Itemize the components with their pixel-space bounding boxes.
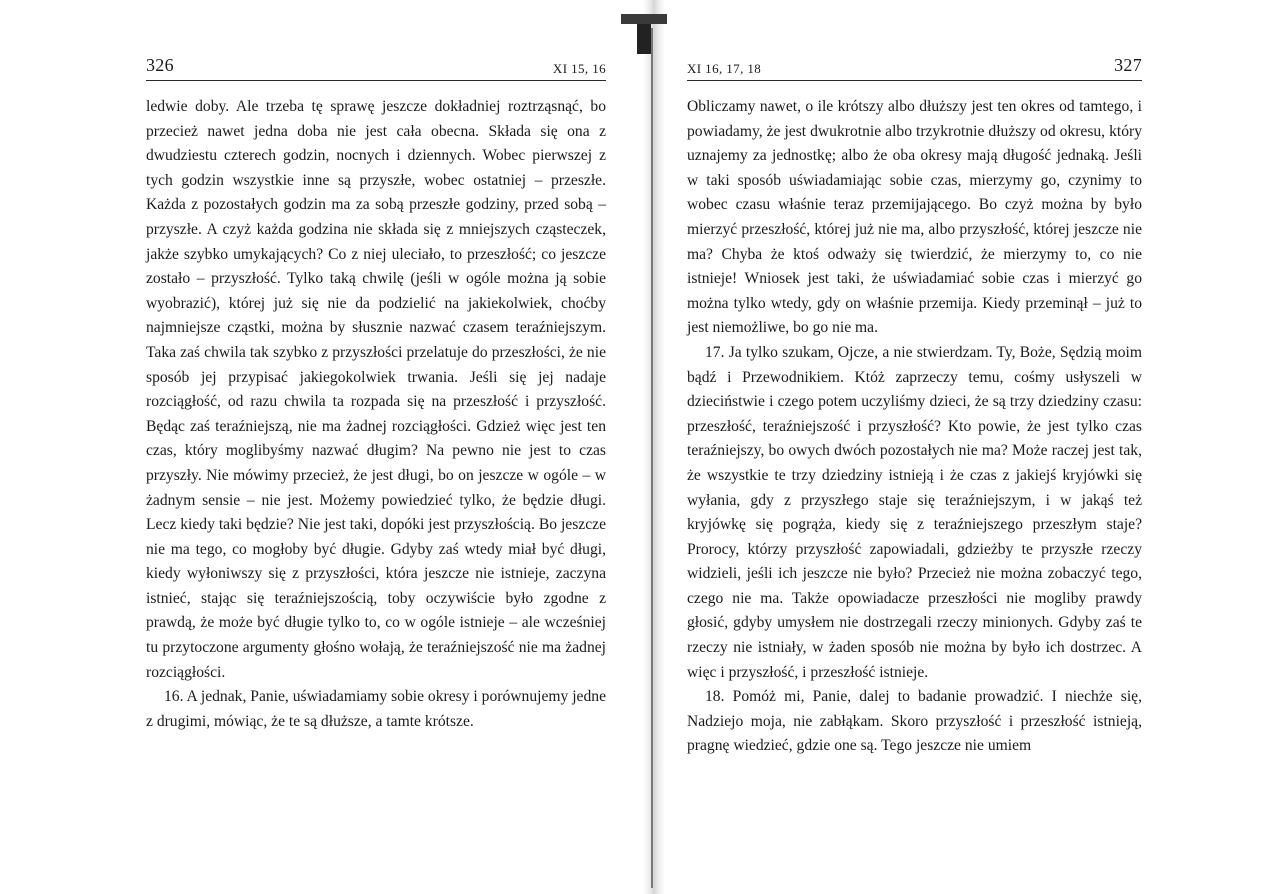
- binding-mark-top: [621, 14, 667, 24]
- right-page-header: [687, 50, 1142, 81]
- left-page-header: [146, 50, 606, 81]
- paragraph: ledwie doby. Ale trzeba tę sprawę jeszcze dokładniej roztrząsnąć, bo przecież nawet jedna doba nie jest cała obecna. Składa się ona z dwudziestu czterech godzin, nocnych i dziennych. Wobec pierwszej z tych godzin wszystkie inne są przyszłe, wobec ostatniej – przeszłe. Każda z pozostałych godzin ma za sobą przeszłe godziny, przed sobą – przyszłe. A czyż każda godzina nie składa się z mniejszych cząsteczek, jakże szybko umykających? Co z niej uleciało, to przeszłość; co jeszcze zostało – przyszłość. Tylko taką chwilę (jeśli w ogóle można ją sobie wyobrazić), której już się nie da podzielić na jakiekolwiek, choćby najmniejsze cząstki, można by słusznie nazwać czasem teraźniejszym. Taka zaś chwila tak szybko z przyszłości przelatuje do przeszłości, że nie sposób jej przypisać jakiegokolwiek trwania. Jeśli się jej nadaje rozciągłość, od razu chwila ta rozpada się na przeszłość i przyszłość. Będąc zaś teraźniejszą, nie ma żadnej rozciągłości. Gdzież więc jest ten czas, który moglibyśmy nazwać długim? Na pewno nie jest to czas przyszły. Nie mówimy przecież, że jest długi, bo on jeszcze w ogóle – w żadnym sensie – nie jest. Możemy powiedzieć tylko, że będzie długi. Lecz kiedy taki będzie? Nie jest taki, dopóki jest przyszłością. Bo jeszcze nie ma tego, co mogłoby być długie. Gdyby zaś wtedy miał być długi, kiedy wyłoniwszy się z przyszłości, która jeszcze nie istnieje, zaczyna istnieć, stając się teraźniejszością, toby oczywiście było zgodne z prawdą, że może być długie tylko to, co w ogóle istnieje – ale wcześniej tu przytoczone argumenty głośno wołają, że teraźniejszość nie ma żadnej rozciągłości.: [146, 98, 606, 681]
- right-page-text: [687, 95, 1142, 759]
- right-page: [687, 50, 1142, 759]
- left-running-head: XI 15, 16: [552, 61, 606, 76]
- paragraph: 17. Ja tylko szukam, Ojcze, a nie stwierdzam. Ty, Boże, Sędzią moim bądź i Przewodnikiem. Któż zaprzeczy temu, cośmy usłyszeli w dzieciństwie i czego potem uczyliśmy dzieci, że są trzy dziedziny czasu: przeszłość, teraźniejszość i przyszłość? Kto powie, że jest tylko czas teraźniejszy, bo owych dwóch pozostałych nie ma? Może raczej jest tak, że wszystkie te trzy dziedziny istnieją i że czas z jakiejś kryjówki się wyłania, gdy z przyszłego staje się teraźniejszym, i w jakąś też kryjówkę się pogrąża, kiedy się z teraźniejszego przeszłym staje? Prorocy, którzy przyszłość zapowiadali, gdzieżby te przyszłe rzeczy widzieli, jeśli ich jeszcze nie było? Przecież nie można zobaczyć tego, czego nie ma. Także opowiadacze przeszłości nie mogliby prawdy głosić, gdyby umysłem nie dostrzegali rzeczy minionych. Gdyby zaś te rzeczy nie istniały, w żaden sposób nie można by było ich dostrzec. A więc i przyszłość, i przeszłość istnieje.: [687, 343, 1142, 681]
- left-page-number: 326: [146, 55, 174, 75]
- book-gutter: [643, 0, 665, 894]
- right-running-head: XI 16, 17, 18: [687, 61, 762, 76]
- right-page-number: 327: [1114, 55, 1142, 75]
- paragraph: 16. A jednak, Panie, uświadamiamy sobie okresy i porównujemy jedne z drugimi, mówiąc, że te są dłuższe, a tamte krótsze.: [146, 688, 606, 730]
- left-page-text: [146, 95, 606, 734]
- paragraph: Obliczamy nawet, o ile krótszy albo dłuższy jest ten okres od tamtego, i powiadamy, że jest dwukrotnie albo trzykrotnie dłuższy od okresu, który uznajemy za jednostkę; albo że oba okresy mają długość jednaką. Jeśli w taki sposób uświadamiając sobie czas, mierzymy go, czynimy to wobec czasu właśnie teraz przemijającego. Bo czyż można by było mierzyć przeszłość, której już nie ma, albo przyszłość, której jeszcze nie ma? Chyba że ktoś odważy się twierdzić, że mierzymy to, co nie istnieje! Wniosek jest taki, że uświadamiać sobie czas i mierzyć go można tylko wtedy, gdy on właśnie przemija. Kiedy przeminął – już to jest niemożliwe, bo go nie ma.: [687, 98, 1142, 337]
- binding-clip: [637, 24, 651, 54]
- gutter-fold-line: [651, 28, 653, 888]
- left-page: [146, 50, 606, 734]
- paragraph: 18. Pomóż mi, Panie, dalej to badanie prowadzić. I niechże się, Nadziejo moja, nie zabłąkam. Skoro przyszłość i przeszłość istnieją, pragnę wiedzieć, gdzie one są. Tego jeszcze nie umiem: [687, 688, 1142, 755]
